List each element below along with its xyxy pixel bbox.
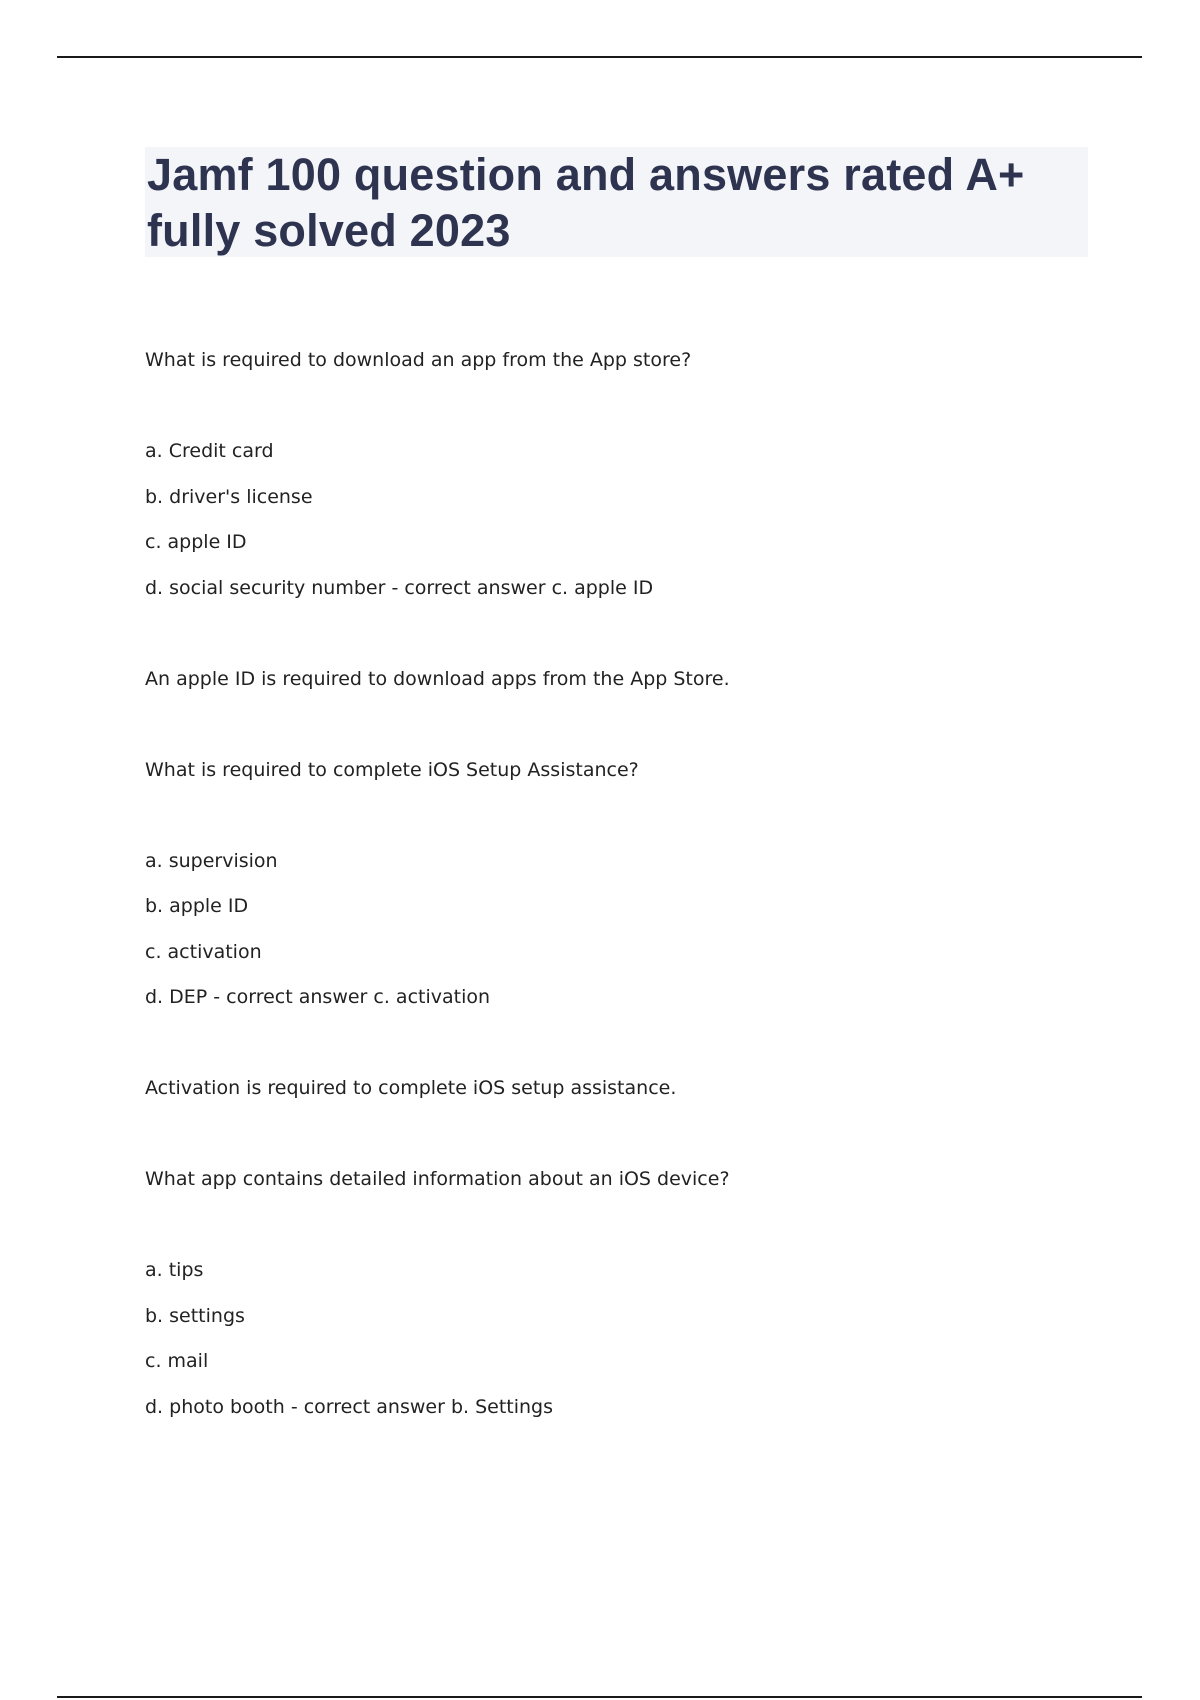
question-1-option-a: a. Credit card bbox=[145, 440, 274, 462]
question-3-option-b: b. settings bbox=[145, 1305, 245, 1327]
question-3-option-a: a. tips bbox=[145, 1259, 204, 1281]
question-2-option-b: b. apple ID bbox=[145, 895, 249, 917]
question-2: What is required to complete iOS Setup Assistance? bbox=[145, 759, 639, 781]
question-3-option-c: c. mail bbox=[145, 1350, 209, 1372]
question-1-option-b: b. driver's license bbox=[145, 486, 313, 508]
question-3: What app contains detailed information about an iOS device? bbox=[145, 1168, 730, 1190]
question-3-option-d: d. photo booth - correct answer b. Settings bbox=[145, 1396, 554, 1418]
question-1-option-d: d. social security number - correct answer c. apple ID bbox=[145, 577, 654, 599]
question-1: What is required to download an app from the App store? bbox=[145, 349, 692, 371]
bottom-rule bbox=[57, 1696, 1142, 1698]
question-1-explanation: An apple ID is required to download apps from the App Store. bbox=[145, 668, 730, 690]
question-2-option-a: a. supervision bbox=[145, 850, 278, 872]
top-rule bbox=[57, 56, 1142, 58]
question-2-explanation: Activation is required to complete iOS setup assistance. bbox=[145, 1077, 677, 1099]
question-2-option-d: d. DEP - correct answer c. activation bbox=[145, 986, 491, 1008]
title-block bbox=[145, 147, 1088, 257]
question-1-option-c: c. apple ID bbox=[145, 531, 247, 553]
question-2-option-c: c. activation bbox=[145, 941, 262, 963]
document-title: Jamf 100 question and answers rated A+ fully solved 2023 bbox=[147, 149, 1025, 256]
